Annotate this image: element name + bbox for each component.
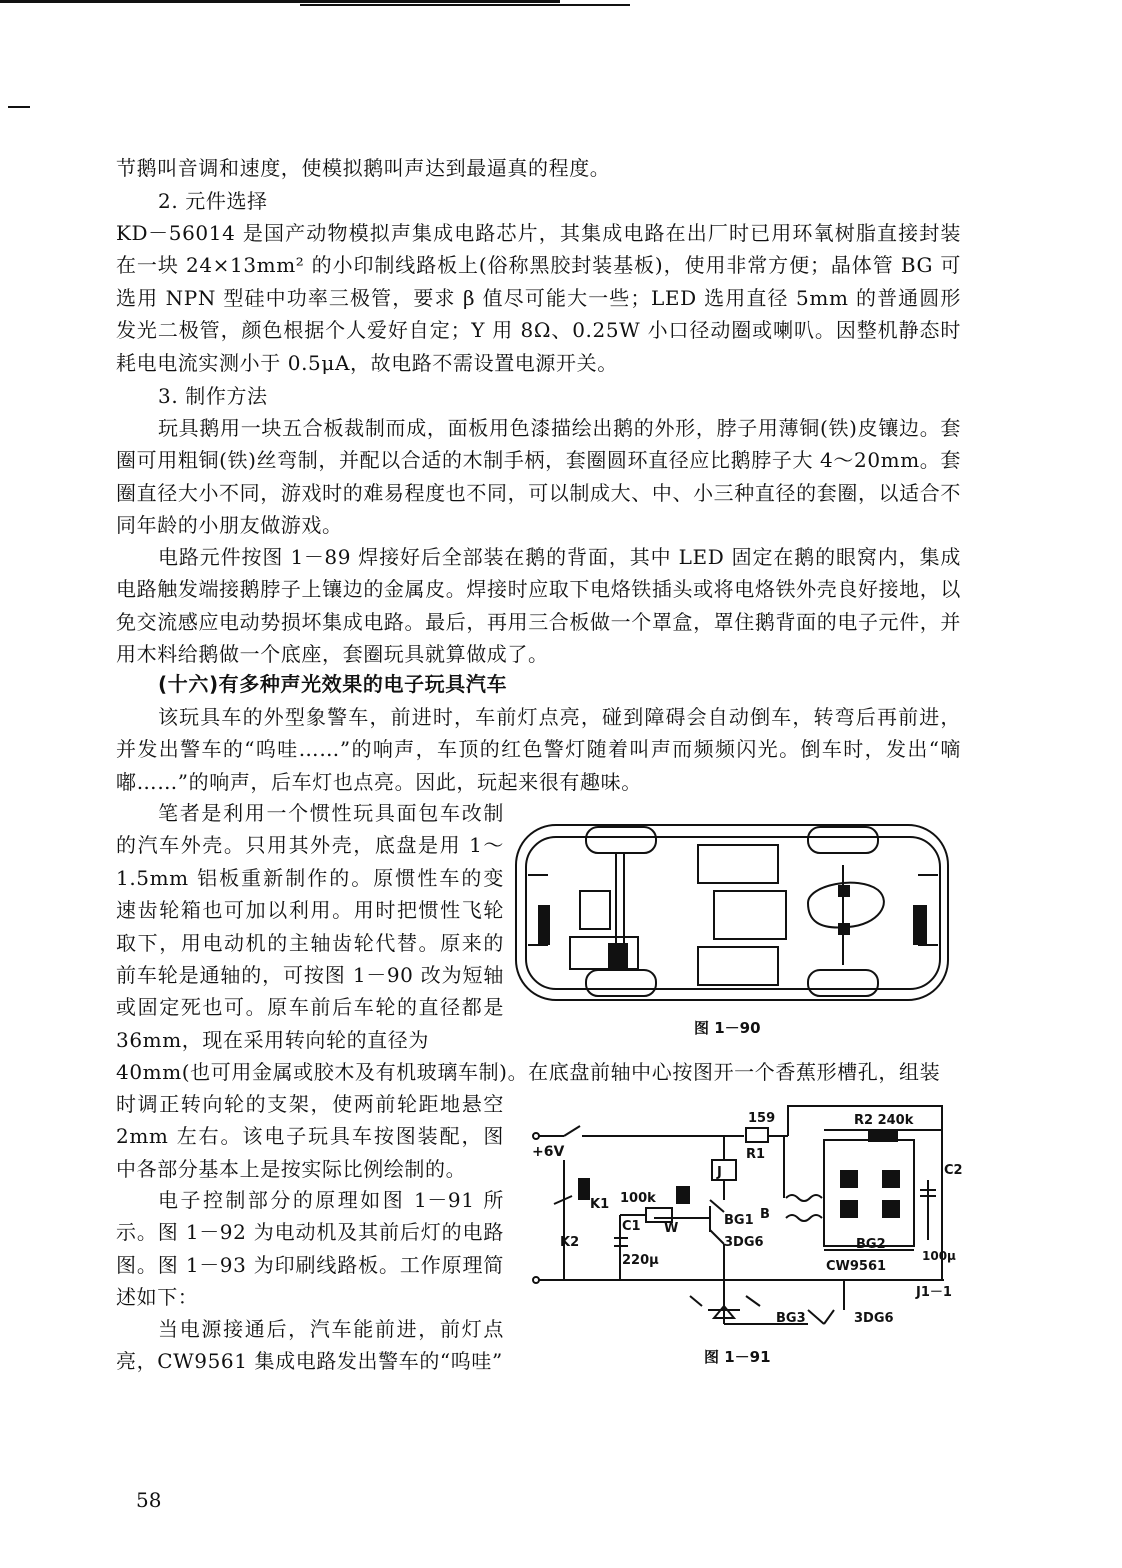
bg1-label: BG1: [724, 1213, 754, 1228]
circuit-figure: [524, 1100, 964, 1336]
paragraph-method: 玩具鹅用一块五合板裁制而成，面板用色漆描绘出鹅的外形，脖子用薄铜(铁)皮镶边。套圈可用粗铜(铁)丝弯制，并配以合适的木制手柄，套圈圆环直径应比鹅脖子大 4～20mm。套圈直径大小不同，游戏时的难易程度也不同，可以制成大、中、小三种直径的套圈，以适合不同年龄的小朋友做游戏。: [116, 416, 961, 538]
paragraph-body-full: 40mm(也可用金属或胶木及有机玻璃车制)。在底盘前轴中心按图开一个香蕉形槽孔，组装: [116, 1060, 941, 1084]
page-number: 58: [136, 1488, 162, 1512]
k2-label: K2: [560, 1235, 580, 1250]
paragraph-control: 电子控制部分的原理如图 1－91 所示。图 1－92 为电动机及其前后灯的电路图。图 1－93 为印刷线路板。工作原理简述如下：: [116, 1188, 504, 1310]
bg2-label: BG2: [856, 1237, 886, 1252]
figure-caption-1-90: 图 1－90: [694, 1019, 761, 1037]
relay-label: J: [717, 1165, 722, 1180]
paragraph-assembly: 电路元件按图 1－89 焊接好后全部装在鹅的背面，其中 LED 固定在鹅的眼窝内，集成电路触发端接鹅脖子上镶边的金属皮。焊接时应取下电烙铁插头或将电烙铁外壳良好接地，以免交流感应电动势损坏集成电路。最后，再用三合板做一个罩盒，罩住鹅背面的电子元件，并用木料给鹅做一个底座，套圈玩具就算做成了。: [116, 545, 961, 667]
subheading-components: 2. 元件选择: [158, 189, 268, 213]
subheading-method: 3. 制作方法: [158, 384, 268, 408]
r1-value-label: 159: [748, 1111, 776, 1126]
speaker-label: B: [760, 1207, 770, 1222]
paragraph-continuation: 节鹅叫音调和速度，使模拟鹅叫声达到最逼真的程度。: [116, 156, 611, 180]
paragraph-components: KD－56014 是国产动物模拟声集成电路芯片，其集成电路在出厂时已用环氧树脂直接封装在一块 24×13mm² 的小印制线路板上(俗称黑胶封装基板)，使用非常方便；晶体管 BG 可选用 NPN 型硅中功率三极管，要求 β 值尽可能大一些；LED 选用直径 5mm 的普通圆形发光二极管，颜色根据个人爱好自定；Y 用 8Ω、0.25W 小口径动圈或喇叭。因整机静态时耗电电流实测小于 0.5μA，故电路不需设置电源开关。: [116, 221, 961, 375]
pot-value-label: 100k: [620, 1191, 656, 1206]
bg1-type-label: 3DG6: [724, 1235, 764, 1250]
paragraph-body-column-2: 时调正转向轮的支架，使两前轮距地悬空 2mm 左右。该电子玩具车按图装配，图中各部分基本上是按实际比例绘制的。: [116, 1092, 504, 1181]
k1-label: K1: [590, 1197, 610, 1212]
supply-label: +6V: [532, 1144, 565, 1160]
c1-value-label: 220μ: [622, 1253, 659, 1268]
r2-label: R2 240k: [854, 1113, 914, 1128]
scan-edge-line: [300, 4, 630, 6]
figure-caption-1-91: 图 1－91: [704, 1348, 771, 1366]
pot-label: W: [664, 1221, 679, 1236]
paragraph-intro: 该玩具车的外型象警车，前进时，车前灯点亮，碰到障碍会自动倒车，转弯后再前进，并发出警车的“呜哇……”的响声，车顶的红色警灯随着叫声而频频闪光。倒车时，发出“嘀嘟……”的响声，后车灯也点亮。因此，玩起来很有趣味。: [116, 705, 961, 794]
scan-edge-line: [0, 0, 560, 3]
bg3-type-label: 3DG6: [854, 1311, 894, 1326]
margin-mark: [8, 106, 30, 108]
paragraph-operation: 当电源接通后，汽车能前进，前灯点亮，CW9561 集成电路发出警车的“呜哇”: [116, 1317, 504, 1374]
r1-label: R1: [746, 1147, 766, 1162]
c2-label: C2: [944, 1163, 963, 1178]
bg3-label: BG3: [776, 1311, 806, 1326]
c2-value-label: 100μ: [922, 1249, 956, 1263]
contact-label: J1－1: [916, 1285, 952, 1300]
c1-label: C1: [622, 1219, 641, 1234]
paragraph-body-column: 笔者是利用一个惯性玩具面包车改制的汽车外壳。只用其外壳，底盘是用 1～1.5mm 铝板重新制作的。原惯性车的变速齿轮箱也可加以利用。用时把惯性飞轮取下，用电动机的主轴齿轮代替。原来的前车轮是通轴的，可按图 1－90 改为短轴或固定死也可。原车前后车轮的直径都是 36mm，现在采用转向轮的直径为: [116, 801, 504, 1052]
chassis-figure: [508, 815, 958, 1015]
section-title: (十六)有多种声光效果的电子玩具汽车: [158, 672, 508, 696]
ic-label: CW9561: [826, 1259, 887, 1274]
